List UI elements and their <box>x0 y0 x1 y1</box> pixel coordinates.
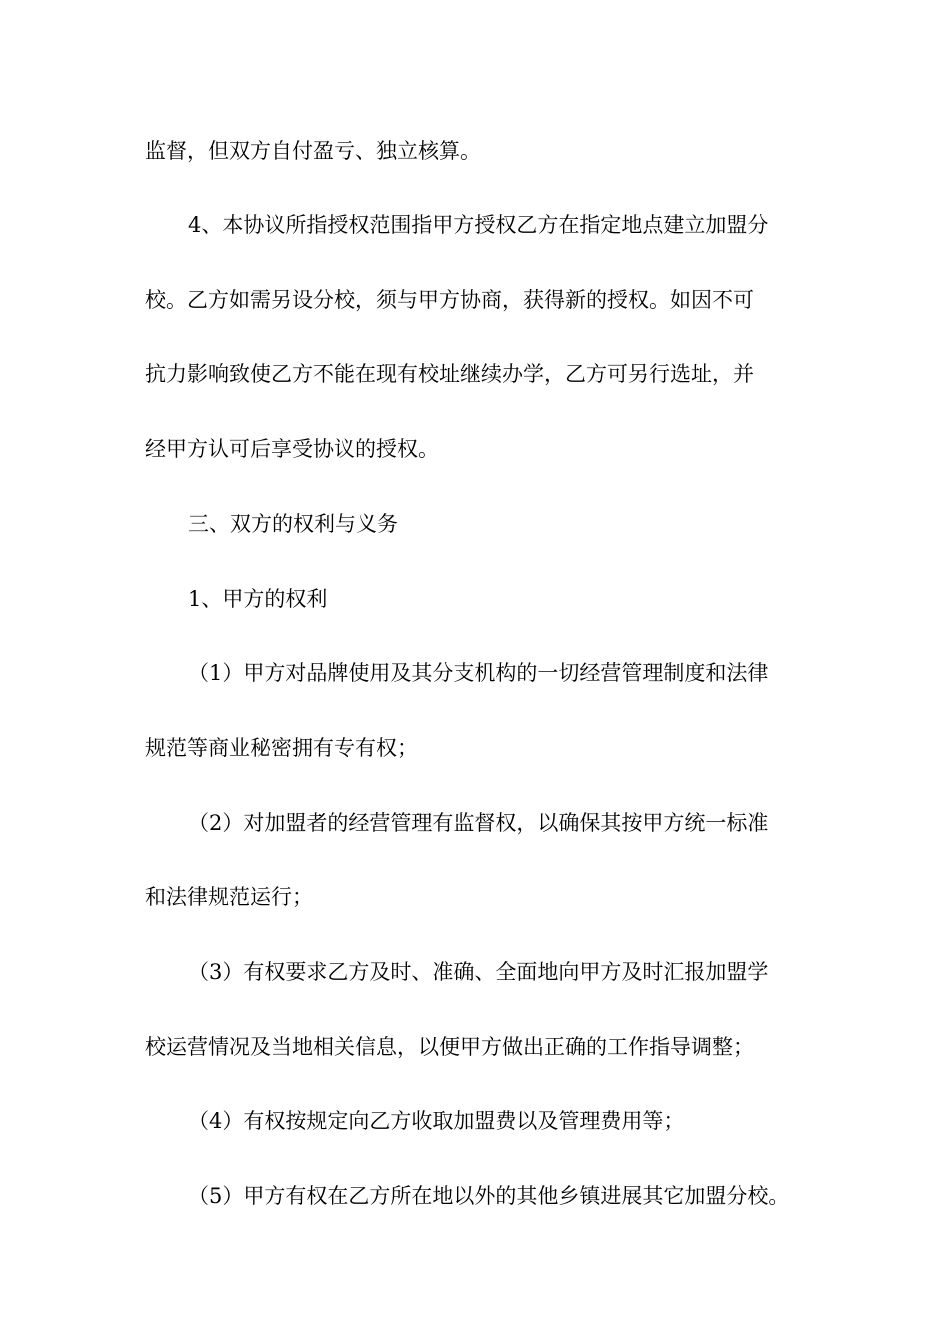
paragraph-line: 校。乙方如需另设分校，须与甲方协商，获得新的授权。如因不可 <box>145 288 754 312</box>
subsection-heading: 1、甲方的权利 <box>188 587 328 611</box>
paragraph-line: （5）甲方有权在乙方所在地以外的其他乡镇进展其它加盟分校。 <box>188 1184 790 1208</box>
paragraph-line: 4、本协议所指授权范围指甲方授权乙方在指定地点建立加盟分 <box>188 213 769 237</box>
paragraph-line: 规范等商业秘密拥有专有权； <box>145 736 418 760</box>
paragraph-line: 校运营情况及当地相关信息，以便甲方做出正确的工作指导调整； <box>145 1035 754 1059</box>
section-heading: 三、双方的权利与义务 <box>188 512 398 536</box>
paragraph-line: 经甲方认可后享受协议的授权。 <box>145 437 439 461</box>
paragraph-line: 抗力影响致使乙方不能在现有校址继续办学，乙方可另行选址，并 <box>145 362 754 386</box>
paragraph-line: （2）对加盟者的经营管理有监督权，以确保其按甲方统一标准 <box>188 811 769 835</box>
paragraph-line: （3）有权要求乙方及时、准确、全面地向甲方及时汇报加盟学 <box>188 960 769 984</box>
paragraph-line: （4）有权按规定向乙方收取加盟费以及管理费用等； <box>188 1109 685 1133</box>
paragraph-line: （1）甲方对品牌使用及其分支机构的一切经营管理制度和法律 <box>188 661 769 685</box>
paragraph-line: 监督，但双方自付盈亏、独立核算。 <box>145 139 481 163</box>
paragraph-line: 和法律规范运行； <box>145 885 313 909</box>
